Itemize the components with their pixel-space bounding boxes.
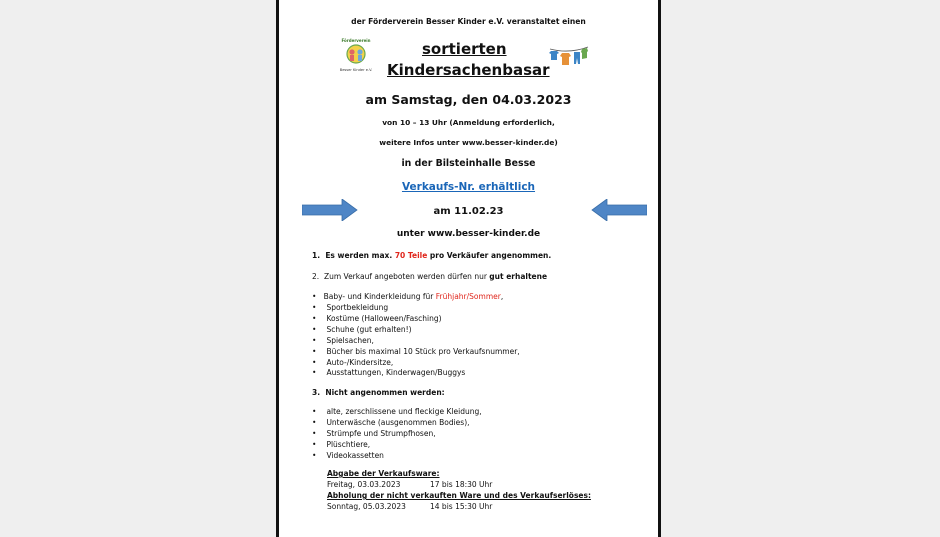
dropoff-time: 17 bis 18:30 Uhr — [430, 480, 493, 489]
rule-1-text-post: pro Verkäufer angenommen. — [427, 251, 552, 260]
accepted_rest-item-text: Schuhe (gut erhalten!) — [326, 324, 412, 334]
dropoff-heading: Abgabe der Verkaufsware: — [327, 469, 440, 478]
rule-3-text: Nicht angenommen werden: — [325, 388, 445, 397]
rule-1-text-pre: Es werden max. — [325, 251, 395, 260]
bullet: • — [312, 439, 317, 449]
bullet: • — [312, 407, 317, 416]
rule-2-text: Zum Verkauf angeboten werden dürfen nur — [323, 272, 490, 281]
sale-url: unter www.besser-kinder.de — [396, 229, 541, 239]
rejected-item-text: Videokassetten — [326, 450, 384, 460]
pickup-heading: Abholung der nicht verkauften Ware und des Verkaufserlöses: — [327, 491, 591, 500]
accepted_rest-item-text: Spielsachen, — [326, 335, 374, 345]
pickup-day: Sonntag, 05.03.2023 — [327, 502, 406, 511]
sale-numbers-link[interactable]: Verkaufs-Nr. erhältlich — [401, 181, 536, 193]
pickup-time: 14 bis 15:30 Uhr — [430, 502, 493, 511]
organizer-header: der Förderverein Besser Kinder e.V. veranstaltet einen — [351, 17, 586, 26]
rejected-item — [312, 440, 370, 449]
rejected-item-text: Strümpfe und Strumpfhosen, — [326, 428, 436, 438]
event-time: von 10 – 13 Uhr (Anmeldung erforderlich, — [382, 118, 555, 127]
bullet: • — [312, 368, 317, 378]
rejected-item — [312, 429, 436, 438]
dropoff-day: Freitag, 03.03.2023 — [327, 480, 401, 489]
flyer-page — [276, 0, 661, 537]
accepted_rest-item-text: Kostüme (Halloween/Fasching) — [326, 313, 442, 323]
rule-2-bold: gut erhaltene — [489, 272, 548, 281]
accepted-item-punct: , — [500, 292, 504, 301]
bullet: • — [312, 428, 317, 438]
bullet: • — [312, 357, 317, 367]
rule-1-number: 1. — [312, 251, 321, 260]
rule-1 — [312, 251, 551, 260]
accepted-item — [312, 292, 503, 301]
svg-text:Förderverein: Förderverein — [341, 38, 371, 43]
accepted_rest-item — [312, 314, 442, 323]
accepted_rest-item — [312, 303, 388, 312]
accepted_rest-item — [312, 358, 393, 367]
arrow-left-icon — [591, 199, 647, 221]
event-venue: in der Bilsteinhalle Besse — [401, 158, 536, 169]
event-date: am Samstag, den 04.03.2023 — [365, 92, 572, 107]
rejected-item-text: Unterwäsche (ausgenommen Bodies), — [326, 417, 470, 427]
rule-2-number: 2. — [312, 272, 320, 281]
event-info: weitere Infos unter www.besser-kinder.de) — [379, 138, 558, 147]
accepted_rest-item-text: Bücher bis maximal 10 Stück pro Verkaufsnummer, — [326, 346, 520, 356]
rejected-item-text: alte, zerschlissene und fleckige Kleidung, — [326, 407, 482, 416]
accepted_rest-item-text: Sportbekleidung — [326, 303, 389, 312]
accepted_rest-item-text: Auto-/Kindersitze, — [326, 357, 394, 367]
accepted_rest-item — [312, 336, 374, 345]
svg-text:Besser Kinder e.V.: Besser Kinder e.V. — [339, 68, 373, 72]
accepted-item-text: Baby- und Kinderkleidung für — [323, 292, 436, 301]
bullet: • — [312, 335, 317, 345]
clothesline-icon — [549, 44, 589, 68]
rule-3 — [312, 388, 445, 397]
title-line-1: sortierten — [422, 40, 507, 58]
rule-1-highlight: 70 Teile — [394, 251, 428, 260]
bullet: • — [312, 292, 317, 301]
rejected-item — [312, 418, 470, 427]
rejected-item-text: Plüschtiere, — [326, 439, 371, 449]
arrow-right-icon — [302, 199, 358, 221]
accepted_rest-item — [312, 347, 520, 356]
accepted_rest-item — [312, 368, 465, 377]
rejected-item — [312, 451, 384, 460]
rejected-item — [312, 407, 482, 416]
title-line-2: Kindersachenbasar — [387, 61, 550, 79]
rule-2 — [312, 272, 547, 281]
bullet: • — [312, 417, 317, 427]
bullet: • — [312, 450, 317, 460]
bullet: • — [312, 324, 317, 334]
accepted_rest-item-text: Ausstattungen, Kinderwagen/Buggys — [326, 368, 466, 378]
bullet: • — [312, 303, 317, 312]
club-logo — [339, 37, 373, 73]
accepted_rest-item — [312, 325, 412, 334]
season-highlight: Frühjahr/Sommer — [435, 292, 501, 301]
bullet: • — [312, 346, 317, 356]
rule-3-number: 3. — [312, 388, 321, 397]
bullet: • — [312, 313, 317, 323]
sale-date: am 11.02.23 — [433, 206, 504, 217]
